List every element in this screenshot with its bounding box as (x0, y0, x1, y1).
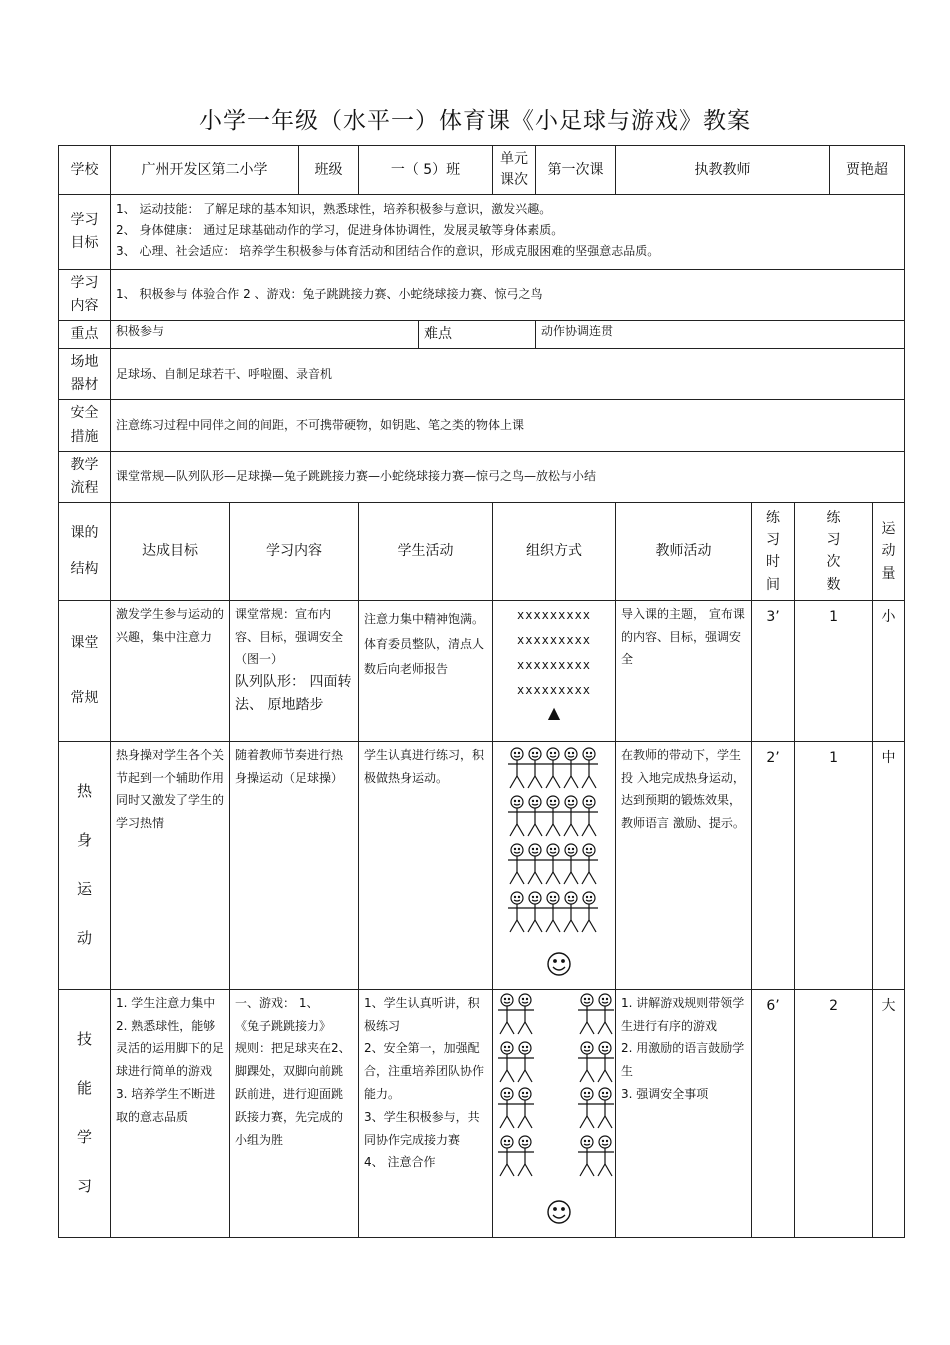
warmup-count: 1 (795, 741, 873, 989)
skill-student: 1、学生认真听讲，积极练习 2、安全第一，加强配合，注重培养团队协作能力。 3、学生积极参与，共同协作完成接力赛 4、 注意合作 (359, 989, 493, 1237)
venue-text: 足球场、自制足球若干、呼啦圈、录音机 (111, 349, 905, 400)
col-time: 练 习 时 间 (752, 502, 795, 600)
warmup-organization (493, 741, 616, 989)
skill-load: 大 (873, 989, 905, 1237)
safety-row (59, 400, 905, 451)
stick-figure-icon (578, 1042, 596, 1082)
section-routine-row (59, 600, 905, 741)
stick-figure-icon (596, 1136, 614, 1176)
stick-figure-icon (578, 1088, 596, 1128)
goals-list (111, 195, 905, 270)
col-load: 运 动 量 (873, 502, 905, 600)
stick-figure-icon (580, 748, 598, 788)
school-label: 学校 (59, 146, 111, 195)
focus-row (59, 321, 905, 349)
venue-label: 场地 器材 (59, 349, 111, 400)
flow-label: 教学 流程 (59, 451, 111, 502)
school-name: 广州开发区第二小学 (111, 146, 299, 195)
stick-figure-icon (498, 1042, 516, 1082)
stick-figure-icon (516, 1042, 534, 1082)
stick-figure-icon (508, 844, 526, 884)
warmup-load: 中 (873, 741, 905, 989)
formation-row: xxxxxxxxx (517, 682, 592, 697)
unit-value: 第一次课 (536, 146, 616, 195)
header-row (59, 146, 905, 195)
stick-figure-icon (516, 994, 534, 1034)
skill-content: 一、游戏： 1、 《兔子跳跳接力》 规则：把足球夹在2、脚踝处，双脚向前跳跃前进，进行迎面跳跃接力赛，先完成的小组为胜 (230, 989, 359, 1237)
routine-content: 课堂常规：宣布内容、目标，强调安全（图一） 队列队形： 四面转法、 原地踏步 (230, 600, 359, 741)
safety-label: 安全 措施 (59, 400, 111, 451)
col-organization: 组织方式 (493, 502, 616, 600)
stick-figure-icon (498, 994, 516, 1034)
stick-figure-icon (580, 892, 598, 932)
page-title: 小学一年级（水平一）体育课《小足球与游戏》教案 (199, 108, 751, 134)
skill-time: 6’ (752, 989, 795, 1237)
stick-figure-icon (508, 748, 526, 788)
warmup-time: 2’ (752, 741, 795, 989)
col-goal: 达成目标 (111, 502, 230, 600)
lesson-plan-table (58, 145, 905, 1238)
stick-figure-icon (526, 892, 544, 932)
formation-row: xxxxxxxxx (517, 607, 592, 622)
skill-count: 2 (795, 989, 873, 1237)
stick-figure-icon (544, 796, 562, 836)
unit-label: 单元 课次 (493, 146, 536, 195)
focus-text: 积极参与 (111, 321, 419, 349)
stick-figure-icon (562, 892, 580, 932)
stick-figure-icon (526, 796, 544, 836)
venue-row (59, 349, 905, 400)
stick-figure-icon (596, 994, 614, 1034)
stick-figure-icon (544, 844, 562, 884)
teacher-name: 贾艳超 (830, 146, 905, 195)
stick-figure-icon (544, 892, 562, 932)
col-teacher: 教师活动 (616, 502, 752, 600)
routine-count: 1 (795, 600, 873, 741)
content-row (59, 270, 905, 321)
section-warmup-name: 热 身 运 动 (59, 741, 111, 989)
warmup-goal: 热身操对学生各个关节起到一个辅助作用同时又激发了学生的学习热情 (111, 741, 230, 989)
structure-header-row (59, 502, 905, 600)
warmup-content: 随着教师节奏进行热身操运动（足球操） (230, 741, 359, 989)
routine-goal: 激发学生参与运动的兴趣，集中注意力 (111, 600, 230, 741)
stick-figure-icon (596, 1042, 614, 1082)
stick-figure-icon (508, 892, 526, 932)
stick-figure-icon (516, 1088, 534, 1128)
class-name: 一（ 5）班 (359, 146, 493, 195)
flow-row (59, 451, 905, 502)
formation-row: xxxxxxxxx (517, 657, 592, 672)
goal-item: 2、 身体健康： 通过足球基础动作的学习，促进身体协调性，发展灵敏等身体素质。 (116, 223, 564, 237)
stick-figure-icon (508, 796, 526, 836)
content-label: 学习 内容 (59, 270, 111, 321)
col-count: 练 习 次 数 (795, 502, 873, 600)
focus-label: 重点 (59, 321, 111, 349)
stick-figure-icon (596, 1088, 614, 1128)
stick-figure-icon (526, 844, 544, 884)
goal-item: 1、 运动技能： 了解足球的基本知识，熟悉球性，培养积极参与意识，激发兴趣。 (116, 202, 552, 216)
routine-load: 小 (873, 600, 905, 741)
col-student: 学生活动 (359, 502, 493, 600)
skill-goal: 1. 学生注意力集中 2. 熟悉球性，能够灵活的运用脚下的足球进行简单的游戏 3. 培养学生不断进取的意志品质 (111, 989, 230, 1237)
stick-figure-icon (562, 748, 580, 788)
smiley-face-icon (548, 953, 570, 975)
routine-time: 3’ (752, 600, 795, 741)
skill-organization (493, 989, 616, 1237)
section-skill-name: 技 能 学 习 (59, 989, 111, 1237)
stick-figure-icon (562, 844, 580, 884)
section-warmup-row (59, 741, 905, 989)
formation-row: xxxxxxxxx (517, 632, 592, 647)
class-label: 班级 (299, 146, 359, 195)
goals-label: 学习 目标 (59, 195, 111, 270)
stick-figure-icon (578, 1136, 596, 1176)
goal-item: 3、 心理、社会适应： 培养学生积极参与体育活动和团结合作的意识，形成克服困难的坚强意志品质。 (116, 244, 660, 258)
stick-figure-icon (580, 844, 598, 884)
routine-organization (493, 600, 616, 741)
section-routine-name: 课堂 常规 (59, 600, 111, 741)
content-text: 1、 积极参与 体验合作 2 、游戏：兔子跳跳接力赛、小蛇绕球接力赛、惊弓之鸟 (111, 270, 905, 321)
difficulty-label: 难点 (419, 321, 536, 349)
stick-figure-icon (580, 796, 598, 836)
stick-figure-icon (578, 994, 596, 1034)
stick-figure-icon (498, 1088, 516, 1128)
teacher-position-icon: ▲ (547, 702, 561, 722)
skill-teacher: 1. 讲解游戏规则带领学 生进行有序的游戏 2. 用激励的语言鼓励学生 3. 强调安全事项 (616, 989, 752, 1237)
warmup-teacher: 在教师的带动下，学生投 入地完成热身运动， 达到预期的锻炼效果， 教师语言 激励、提示。 (616, 741, 752, 989)
routine-teacher: 导入课的主题， 宣布课的内容、目标，强调安全 (616, 600, 752, 741)
stick-figure-icon (516, 1136, 534, 1176)
stick-figure-icon (498, 1136, 516, 1176)
safety-text: 注意练习过程中同伴之间的间距，不可携带硬物，如钥匙、笔之类的物体上课 (111, 400, 905, 451)
col-content: 学习内容 (230, 502, 359, 600)
teacher-label: 执教教师 (616, 146, 830, 195)
smiley-face-icon (548, 1201, 570, 1223)
flow-text: 课堂常规—队列队形—足球操—兔子跳跳接力赛—小蛇绕球接力赛—惊弓之鸟—放松与小结 (111, 451, 905, 502)
difficulty-text: 动作协调连贯 (536, 321, 905, 349)
warmup-student: 学生认真进行练习，积极做热身运动。 (359, 741, 493, 989)
section-skill-row (59, 989, 905, 1237)
goals-row (59, 195, 905, 270)
stick-figure-icon (526, 748, 544, 788)
structure-label: 课的 结构 (59, 502, 111, 600)
routine-student: 注意力集中精神饱满。体育委员整队，清点人数后向老师报告 (359, 600, 493, 741)
stick-figure-icon (562, 796, 580, 836)
stick-figure-icon (544, 748, 562, 788)
